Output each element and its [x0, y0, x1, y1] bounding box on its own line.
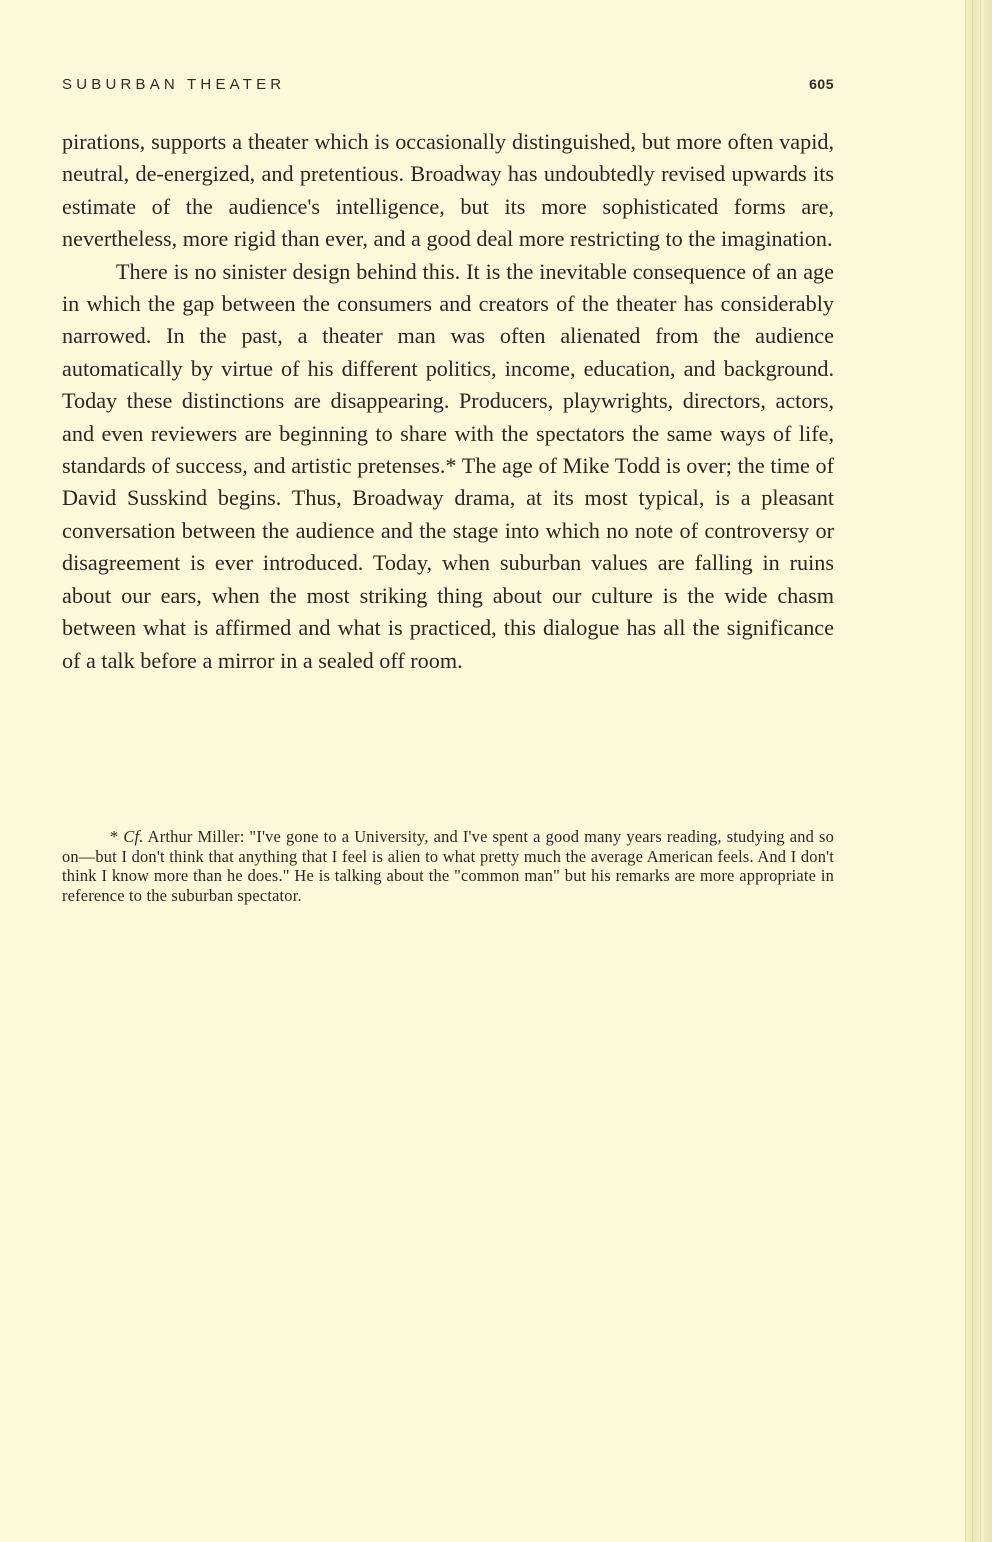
footnote-cf: Cf. [123, 827, 144, 846]
page-edge [965, 0, 992, 1542]
body-text [62, 126, 834, 677]
running-head-title: SUBURBAN THEATER [62, 76, 286, 93]
footnote [62, 827, 834, 905]
footnote-text [62, 827, 834, 905]
footnote-marker: * [110, 827, 119, 846]
paragraph: pirations, supports a theater which is occasionally distinguished, but more often vapid, neutral, de-energized, and pretentious. Broadway has undoubtedly revised upwards its estimate of the audience's intelligence, but its more sophisticated forms are, nevertheless, more rigid than ever, and a good deal more restricting to the imagination. [62, 129, 834, 252]
running-head [62, 76, 834, 98]
page-number: 605 [809, 76, 834, 92]
paragraph: There is no sinister design behind this. It is the inevitable consequence of an age in which the gap between the consumers and creators of the theater has considerably narrowed. In the past, a theater man was often alienated from the audience automatically by virtue of his different politics, income, education, and background. Today these distinctions are disappearing. Producers, playwrights, directors, actors, and even reviewers are beginning to share with the spectators the same ways of life, standards of success, and artistic pretenses.* The age of Mike Todd is over; the time of David Susskind begins. Thus, Broadway drama, at its most typical, is a pleasant conversation between the audience and the stage into which no note of controversy or disagreement is ever introduced. Today, when suburban values are falling in ruins about our ears, when the most striking thing about our culture is the wide chasm between what is affirmed and what is practiced, this dialogue has all the significance of a talk before a mirror in a sealed off room. [62, 258, 834, 673]
footnote-body: Arthur Miller: "I've gone to a University, and I've spent a good many years reading, studying and so on—but I don't think that anything that I feel is alien to what pretty much the average American feels. And I don't think I know more than he does." He is talking about the "common man" but his remarks are more appropriate in reference to the suburban spectator. [62, 827, 834, 905]
